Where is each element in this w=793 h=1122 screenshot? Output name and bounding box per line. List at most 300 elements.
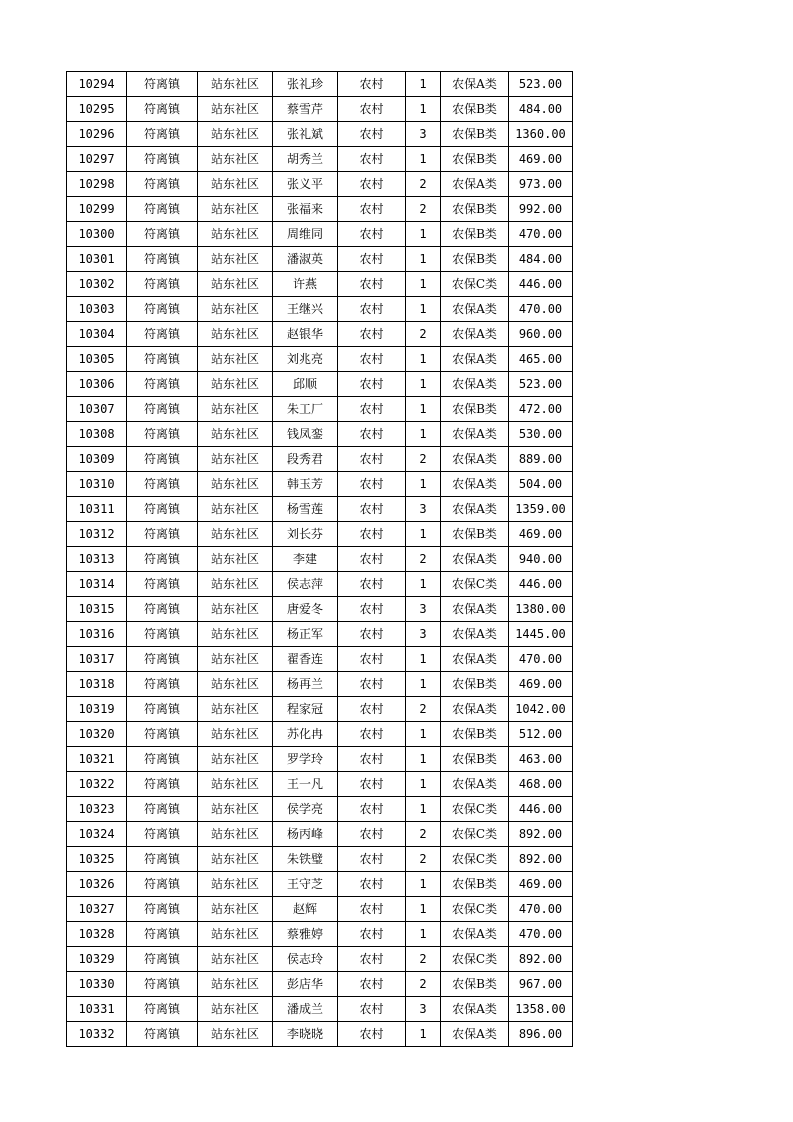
household-type-cell: 农村 bbox=[338, 522, 406, 547]
table-row bbox=[67, 697, 573, 722]
table-row bbox=[67, 797, 573, 822]
household-type-cell: 农村 bbox=[338, 922, 406, 947]
insurance-category-cell: 农保A类 bbox=[441, 347, 509, 372]
person-name-cell: 张义平 bbox=[273, 172, 338, 197]
community-cell: 站东社区 bbox=[198, 422, 273, 447]
amount-cell: 470.00 bbox=[509, 297, 573, 322]
person-name-cell: 苏化冉 bbox=[273, 722, 338, 747]
town-cell: 符离镇 bbox=[127, 947, 198, 972]
record-id-cell: 10324 bbox=[67, 822, 127, 847]
insurance-category-cell: 农保A类 bbox=[441, 497, 509, 522]
insurance-category-cell: 农保C类 bbox=[441, 797, 509, 822]
person-name-cell: 王继兴 bbox=[273, 297, 338, 322]
member-count-cell: 1 bbox=[406, 397, 441, 422]
household-type-cell: 农村 bbox=[338, 147, 406, 172]
member-count-cell: 2 bbox=[406, 972, 441, 997]
person-name-cell: 朱铁璧 bbox=[273, 847, 338, 872]
insurance-category-cell: 农保C类 bbox=[441, 822, 509, 847]
amount-cell: 470.00 bbox=[509, 897, 573, 922]
community-cell: 站东社区 bbox=[198, 897, 273, 922]
table-row bbox=[67, 347, 573, 372]
community-cell: 站东社区 bbox=[198, 547, 273, 572]
record-id-cell: 10327 bbox=[67, 897, 127, 922]
amount-cell: 892.00 bbox=[509, 847, 573, 872]
household-type-cell: 农村 bbox=[338, 72, 406, 97]
insurance-category-cell: 农保B类 bbox=[441, 197, 509, 222]
record-id-cell: 10299 bbox=[67, 197, 127, 222]
person-name-cell: 朱工厂 bbox=[273, 397, 338, 422]
member-count-cell: 1 bbox=[406, 897, 441, 922]
member-count-cell: 3 bbox=[406, 597, 441, 622]
town-cell: 符离镇 bbox=[127, 722, 198, 747]
amount-cell: 469.00 bbox=[509, 872, 573, 897]
person-name-cell: 韩玉芳 bbox=[273, 472, 338, 497]
table-row bbox=[67, 372, 573, 397]
member-count-cell: 2 bbox=[406, 197, 441, 222]
record-id-cell: 10322 bbox=[67, 772, 127, 797]
community-cell: 站东社区 bbox=[198, 72, 273, 97]
amount-cell: 468.00 bbox=[509, 772, 573, 797]
member-count-cell: 3 bbox=[406, 122, 441, 147]
town-cell: 符离镇 bbox=[127, 797, 198, 822]
member-count-cell: 1 bbox=[406, 572, 441, 597]
insurance-category-cell: 农保C类 bbox=[441, 947, 509, 972]
record-id-cell: 10310 bbox=[67, 472, 127, 497]
household-type-cell: 农村 bbox=[338, 347, 406, 372]
record-id-cell: 10315 bbox=[67, 597, 127, 622]
town-cell: 符离镇 bbox=[127, 547, 198, 572]
person-name-cell: 侯学亮 bbox=[273, 797, 338, 822]
member-count-cell: 1 bbox=[406, 747, 441, 772]
insurance-category-cell: 农保B类 bbox=[441, 147, 509, 172]
insurance-category-cell: 农保B类 bbox=[441, 747, 509, 772]
person-name-cell: 赵银华 bbox=[273, 322, 338, 347]
person-name-cell: 彭店华 bbox=[273, 972, 338, 997]
table-row bbox=[67, 397, 573, 422]
person-name-cell: 李建 bbox=[273, 547, 338, 572]
insurance-category-cell: 农保A类 bbox=[441, 922, 509, 947]
insurance-category-cell: 农保B类 bbox=[441, 397, 509, 422]
table-row bbox=[67, 297, 573, 322]
community-cell: 站东社区 bbox=[198, 522, 273, 547]
person-name-cell: 许燕 bbox=[273, 272, 338, 297]
table-row bbox=[67, 322, 573, 347]
town-cell: 符离镇 bbox=[127, 872, 198, 897]
record-id-cell: 10323 bbox=[67, 797, 127, 822]
town-cell: 符离镇 bbox=[127, 772, 198, 797]
member-count-cell: 1 bbox=[406, 247, 441, 272]
table-row bbox=[67, 822, 573, 847]
insurance-category-cell: 农保C类 bbox=[441, 572, 509, 597]
community-cell: 站东社区 bbox=[198, 247, 273, 272]
community-cell: 站东社区 bbox=[198, 722, 273, 747]
amount-cell: 512.00 bbox=[509, 722, 573, 747]
town-cell: 符离镇 bbox=[127, 247, 198, 272]
record-id-cell: 10320 bbox=[67, 722, 127, 747]
town-cell: 符离镇 bbox=[127, 747, 198, 772]
amount-cell: 960.00 bbox=[509, 322, 573, 347]
household-type-cell: 农村 bbox=[338, 597, 406, 622]
town-cell: 符离镇 bbox=[127, 472, 198, 497]
amount-cell: 465.00 bbox=[509, 347, 573, 372]
community-cell: 站东社区 bbox=[198, 572, 273, 597]
town-cell: 符离镇 bbox=[127, 822, 198, 847]
person-name-cell: 王守芝 bbox=[273, 872, 338, 897]
table-row bbox=[67, 997, 573, 1022]
record-id-cell: 10297 bbox=[67, 147, 127, 172]
insurance-category-cell: 农保A类 bbox=[441, 72, 509, 97]
community-cell: 站东社区 bbox=[198, 597, 273, 622]
household-type-cell: 农村 bbox=[338, 447, 406, 472]
amount-cell: 484.00 bbox=[509, 247, 573, 272]
person-name-cell: 侯志玲 bbox=[273, 947, 338, 972]
person-name-cell: 杨正军 bbox=[273, 622, 338, 647]
household-type-cell: 农村 bbox=[338, 497, 406, 522]
member-count-cell: 2 bbox=[406, 947, 441, 972]
record-id-cell: 10329 bbox=[67, 947, 127, 972]
insurance-category-cell: 农保A类 bbox=[441, 647, 509, 672]
record-id-cell: 10300 bbox=[67, 222, 127, 247]
table-row bbox=[67, 872, 573, 897]
household-type-cell: 农村 bbox=[338, 472, 406, 497]
household-type-cell: 农村 bbox=[338, 997, 406, 1022]
record-id-cell: 10330 bbox=[67, 972, 127, 997]
town-cell: 符离镇 bbox=[127, 522, 198, 547]
insurance-category-cell: 农保B类 bbox=[441, 522, 509, 547]
person-name-cell: 钱凤銮 bbox=[273, 422, 338, 447]
member-count-cell: 1 bbox=[406, 147, 441, 172]
record-id-cell: 10302 bbox=[67, 272, 127, 297]
community-cell: 站东社区 bbox=[198, 197, 273, 222]
town-cell: 符离镇 bbox=[127, 97, 198, 122]
member-count-cell: 1 bbox=[406, 97, 441, 122]
household-type-cell: 农村 bbox=[338, 747, 406, 772]
community-cell: 站东社区 bbox=[198, 147, 273, 172]
amount-cell: 1042.00 bbox=[509, 697, 573, 722]
member-count-cell: 3 bbox=[406, 622, 441, 647]
household-type-cell: 农村 bbox=[338, 647, 406, 672]
community-cell: 站东社区 bbox=[198, 172, 273, 197]
table-row bbox=[67, 972, 573, 997]
record-id-cell: 10314 bbox=[67, 572, 127, 597]
person-name-cell: 杨再兰 bbox=[273, 672, 338, 697]
amount-cell: 470.00 bbox=[509, 222, 573, 247]
member-count-cell: 2 bbox=[406, 322, 441, 347]
table-row bbox=[67, 522, 573, 547]
community-cell: 站东社区 bbox=[198, 347, 273, 372]
member-count-cell: 3 bbox=[406, 997, 441, 1022]
community-cell: 站东社区 bbox=[198, 297, 273, 322]
household-type-cell: 农村 bbox=[338, 547, 406, 572]
community-cell: 站东社区 bbox=[198, 622, 273, 647]
table-row bbox=[67, 272, 573, 297]
community-cell: 站东社区 bbox=[198, 947, 273, 972]
household-type-cell: 农村 bbox=[338, 222, 406, 247]
amount-cell: 472.00 bbox=[509, 397, 573, 422]
town-cell: 符离镇 bbox=[127, 1022, 198, 1047]
amount-cell: 1445.00 bbox=[509, 622, 573, 647]
household-type-cell: 农村 bbox=[338, 272, 406, 297]
amount-cell: 1358.00 bbox=[509, 997, 573, 1022]
member-count-cell: 2 bbox=[406, 172, 441, 197]
town-cell: 符离镇 bbox=[127, 847, 198, 872]
record-id-cell: 10313 bbox=[67, 547, 127, 572]
member-count-cell: 2 bbox=[406, 447, 441, 472]
person-name-cell: 胡秀兰 bbox=[273, 147, 338, 172]
insurance-category-cell: 农保A类 bbox=[441, 597, 509, 622]
member-count-cell: 1 bbox=[406, 297, 441, 322]
person-name-cell: 李晓晓 bbox=[273, 1022, 338, 1047]
community-cell: 站东社区 bbox=[198, 747, 273, 772]
town-cell: 符离镇 bbox=[127, 397, 198, 422]
table-row bbox=[67, 597, 573, 622]
member-count-cell: 2 bbox=[406, 697, 441, 722]
record-id-cell: 10326 bbox=[67, 872, 127, 897]
household-type-cell: 农村 bbox=[338, 897, 406, 922]
insurance-category-cell: 农保A类 bbox=[441, 322, 509, 347]
member-count-cell: 1 bbox=[406, 772, 441, 797]
amount-cell: 446.00 bbox=[509, 797, 573, 822]
record-id-cell: 10331 bbox=[67, 997, 127, 1022]
member-count-cell: 1 bbox=[406, 1022, 441, 1047]
person-name-cell: 邱顺 bbox=[273, 372, 338, 397]
member-count-cell: 1 bbox=[406, 872, 441, 897]
household-type-cell: 农村 bbox=[338, 172, 406, 197]
household-type-cell: 农村 bbox=[338, 1022, 406, 1047]
town-cell: 符离镇 bbox=[127, 372, 198, 397]
table-row bbox=[67, 772, 573, 797]
town-cell: 符离镇 bbox=[127, 172, 198, 197]
record-id-cell: 10325 bbox=[67, 847, 127, 872]
town-cell: 符离镇 bbox=[127, 922, 198, 947]
amount-cell: 446.00 bbox=[509, 572, 573, 597]
person-name-cell: 杨丙峰 bbox=[273, 822, 338, 847]
record-id-cell: 10309 bbox=[67, 447, 127, 472]
person-name-cell: 罗学玲 bbox=[273, 747, 338, 772]
table-row bbox=[67, 497, 573, 522]
person-name-cell: 张礼斌 bbox=[273, 122, 338, 147]
town-cell: 符离镇 bbox=[127, 322, 198, 347]
table-row bbox=[67, 172, 573, 197]
town-cell: 符离镇 bbox=[127, 347, 198, 372]
records-table-body bbox=[67, 72, 573, 1047]
household-type-cell: 农村 bbox=[338, 197, 406, 222]
amount-cell: 469.00 bbox=[509, 147, 573, 172]
town-cell: 符离镇 bbox=[127, 697, 198, 722]
member-count-cell: 1 bbox=[406, 722, 441, 747]
table-row bbox=[67, 197, 573, 222]
amount-cell: 940.00 bbox=[509, 547, 573, 572]
household-type-cell: 农村 bbox=[338, 572, 406, 597]
household-type-cell: 农村 bbox=[338, 622, 406, 647]
household-type-cell: 农村 bbox=[338, 372, 406, 397]
town-cell: 符离镇 bbox=[127, 272, 198, 297]
member-count-cell: 1 bbox=[406, 372, 441, 397]
person-name-cell: 侯志萍 bbox=[273, 572, 338, 597]
insurance-category-cell: 农保B类 bbox=[441, 97, 509, 122]
record-id-cell: 10305 bbox=[67, 347, 127, 372]
amount-cell: 446.00 bbox=[509, 272, 573, 297]
member-count-cell: 1 bbox=[406, 472, 441, 497]
town-cell: 符离镇 bbox=[127, 72, 198, 97]
amount-cell: 889.00 bbox=[509, 447, 573, 472]
record-id-cell: 10311 bbox=[67, 497, 127, 522]
person-name-cell: 翟香连 bbox=[273, 647, 338, 672]
community-cell: 站东社区 bbox=[198, 972, 273, 997]
insurance-category-cell: 农保A类 bbox=[441, 772, 509, 797]
record-id-cell: 10308 bbox=[67, 422, 127, 447]
household-type-cell: 农村 bbox=[338, 97, 406, 122]
record-id-cell: 10321 bbox=[67, 747, 127, 772]
person-name-cell: 唐爱冬 bbox=[273, 597, 338, 622]
insurance-category-cell: 农保B类 bbox=[441, 122, 509, 147]
town-cell: 符离镇 bbox=[127, 497, 198, 522]
member-count-cell: 1 bbox=[406, 272, 441, 297]
amount-cell: 992.00 bbox=[509, 197, 573, 222]
person-name-cell: 蔡雅婷 bbox=[273, 922, 338, 947]
community-cell: 站东社区 bbox=[198, 847, 273, 872]
community-cell: 站东社区 bbox=[198, 697, 273, 722]
record-id-cell: 10304 bbox=[67, 322, 127, 347]
table-row bbox=[67, 547, 573, 572]
table-row bbox=[67, 647, 573, 672]
household-type-cell: 农村 bbox=[338, 122, 406, 147]
document-sheet bbox=[66, 71, 573, 1047]
insurance-category-cell: 农保A类 bbox=[441, 422, 509, 447]
amount-cell: 892.00 bbox=[509, 822, 573, 847]
table-row bbox=[67, 897, 573, 922]
amount-cell: 470.00 bbox=[509, 647, 573, 672]
member-count-cell: 1 bbox=[406, 797, 441, 822]
household-type-cell: 农村 bbox=[338, 947, 406, 972]
community-cell: 站东社区 bbox=[198, 772, 273, 797]
person-name-cell: 刘长芬 bbox=[273, 522, 338, 547]
amount-cell: 523.00 bbox=[509, 72, 573, 97]
table-row bbox=[67, 247, 573, 272]
community-cell: 站东社区 bbox=[198, 872, 273, 897]
community-cell: 站东社区 bbox=[198, 322, 273, 347]
amount-cell: 523.00 bbox=[509, 372, 573, 397]
community-cell: 站东社区 bbox=[198, 97, 273, 122]
town-cell: 符离镇 bbox=[127, 622, 198, 647]
community-cell: 站东社区 bbox=[198, 122, 273, 147]
insurance-category-cell: 农保C类 bbox=[441, 897, 509, 922]
record-id-cell: 10307 bbox=[67, 397, 127, 422]
community-cell: 站东社区 bbox=[198, 397, 273, 422]
table-row bbox=[67, 1022, 573, 1047]
insurance-category-cell: 农保A类 bbox=[441, 622, 509, 647]
household-type-cell: 农村 bbox=[338, 847, 406, 872]
amount-cell: 1380.00 bbox=[509, 597, 573, 622]
household-type-cell: 农村 bbox=[338, 722, 406, 747]
community-cell: 站东社区 bbox=[198, 822, 273, 847]
record-id-cell: 10312 bbox=[67, 522, 127, 547]
person-name-cell: 段秀君 bbox=[273, 447, 338, 472]
household-type-cell: 农村 bbox=[338, 322, 406, 347]
record-id-cell: 10296 bbox=[67, 122, 127, 147]
member-count-cell: 2 bbox=[406, 547, 441, 572]
record-id-cell: 10317 bbox=[67, 647, 127, 672]
member-count-cell: 1 bbox=[406, 222, 441, 247]
town-cell: 符离镇 bbox=[127, 897, 198, 922]
member-count-cell: 1 bbox=[406, 72, 441, 97]
person-name-cell: 程家冠 bbox=[273, 697, 338, 722]
table-row bbox=[67, 722, 573, 747]
community-cell: 站东社区 bbox=[198, 497, 273, 522]
insurance-category-cell: 农保B类 bbox=[441, 672, 509, 697]
insurance-category-cell: 农保B类 bbox=[441, 872, 509, 897]
amount-cell: 1359.00 bbox=[509, 497, 573, 522]
amount-cell: 469.00 bbox=[509, 672, 573, 697]
insurance-category-cell: 农保A类 bbox=[441, 547, 509, 572]
insurance-category-cell: 农保B类 bbox=[441, 722, 509, 747]
table-row bbox=[67, 622, 573, 647]
table-row bbox=[67, 922, 573, 947]
person-name-cell: 潘淑英 bbox=[273, 247, 338, 272]
table-row bbox=[67, 847, 573, 872]
person-name-cell: 张福来 bbox=[273, 197, 338, 222]
member-count-cell: 1 bbox=[406, 922, 441, 947]
insurance-category-cell: 农保A类 bbox=[441, 997, 509, 1022]
person-name-cell: 刘兆亮 bbox=[273, 347, 338, 372]
table-row bbox=[67, 72, 573, 97]
table-row bbox=[67, 447, 573, 472]
household-type-cell: 农村 bbox=[338, 872, 406, 897]
insurance-category-cell: 农保C类 bbox=[441, 847, 509, 872]
amount-cell: 470.00 bbox=[509, 922, 573, 947]
member-count-cell: 2 bbox=[406, 822, 441, 847]
town-cell: 符离镇 bbox=[127, 222, 198, 247]
person-name-cell: 杨雪莲 bbox=[273, 497, 338, 522]
table-row bbox=[67, 672, 573, 697]
member-count-cell: 2 bbox=[406, 847, 441, 872]
record-id-cell: 10316 bbox=[67, 622, 127, 647]
amount-cell: 463.00 bbox=[509, 747, 573, 772]
record-id-cell: 10318 bbox=[67, 672, 127, 697]
town-cell: 符离镇 bbox=[127, 972, 198, 997]
insurance-category-cell: 农保B类 bbox=[441, 222, 509, 247]
record-id-cell: 10332 bbox=[67, 1022, 127, 1047]
town-cell: 符离镇 bbox=[127, 597, 198, 622]
household-type-cell: 农村 bbox=[338, 797, 406, 822]
community-cell: 站东社区 bbox=[198, 222, 273, 247]
community-cell: 站东社区 bbox=[198, 672, 273, 697]
table-row bbox=[67, 122, 573, 147]
town-cell: 符离镇 bbox=[127, 422, 198, 447]
amount-cell: 1360.00 bbox=[509, 122, 573, 147]
member-count-cell: 1 bbox=[406, 672, 441, 697]
amount-cell: 484.00 bbox=[509, 97, 573, 122]
member-count-cell: 1 bbox=[406, 347, 441, 372]
person-name-cell: 潘成兰 bbox=[273, 997, 338, 1022]
amount-cell: 973.00 bbox=[509, 172, 573, 197]
record-id-cell: 10294 bbox=[67, 72, 127, 97]
town-cell: 符离镇 bbox=[127, 997, 198, 1022]
insurance-category-cell: 农保A类 bbox=[441, 172, 509, 197]
community-cell: 站东社区 bbox=[198, 922, 273, 947]
member-count-cell: 1 bbox=[406, 422, 441, 447]
town-cell: 符离镇 bbox=[127, 647, 198, 672]
community-cell: 站东社区 bbox=[198, 1022, 273, 1047]
insurance-category-cell: 农保C类 bbox=[441, 272, 509, 297]
insurance-category-cell: 农保A类 bbox=[441, 697, 509, 722]
member-count-cell: 1 bbox=[406, 522, 441, 547]
household-type-cell: 农村 bbox=[338, 772, 406, 797]
amount-cell: 504.00 bbox=[509, 472, 573, 497]
table-row bbox=[67, 947, 573, 972]
town-cell: 符离镇 bbox=[127, 197, 198, 222]
community-cell: 站东社区 bbox=[198, 472, 273, 497]
